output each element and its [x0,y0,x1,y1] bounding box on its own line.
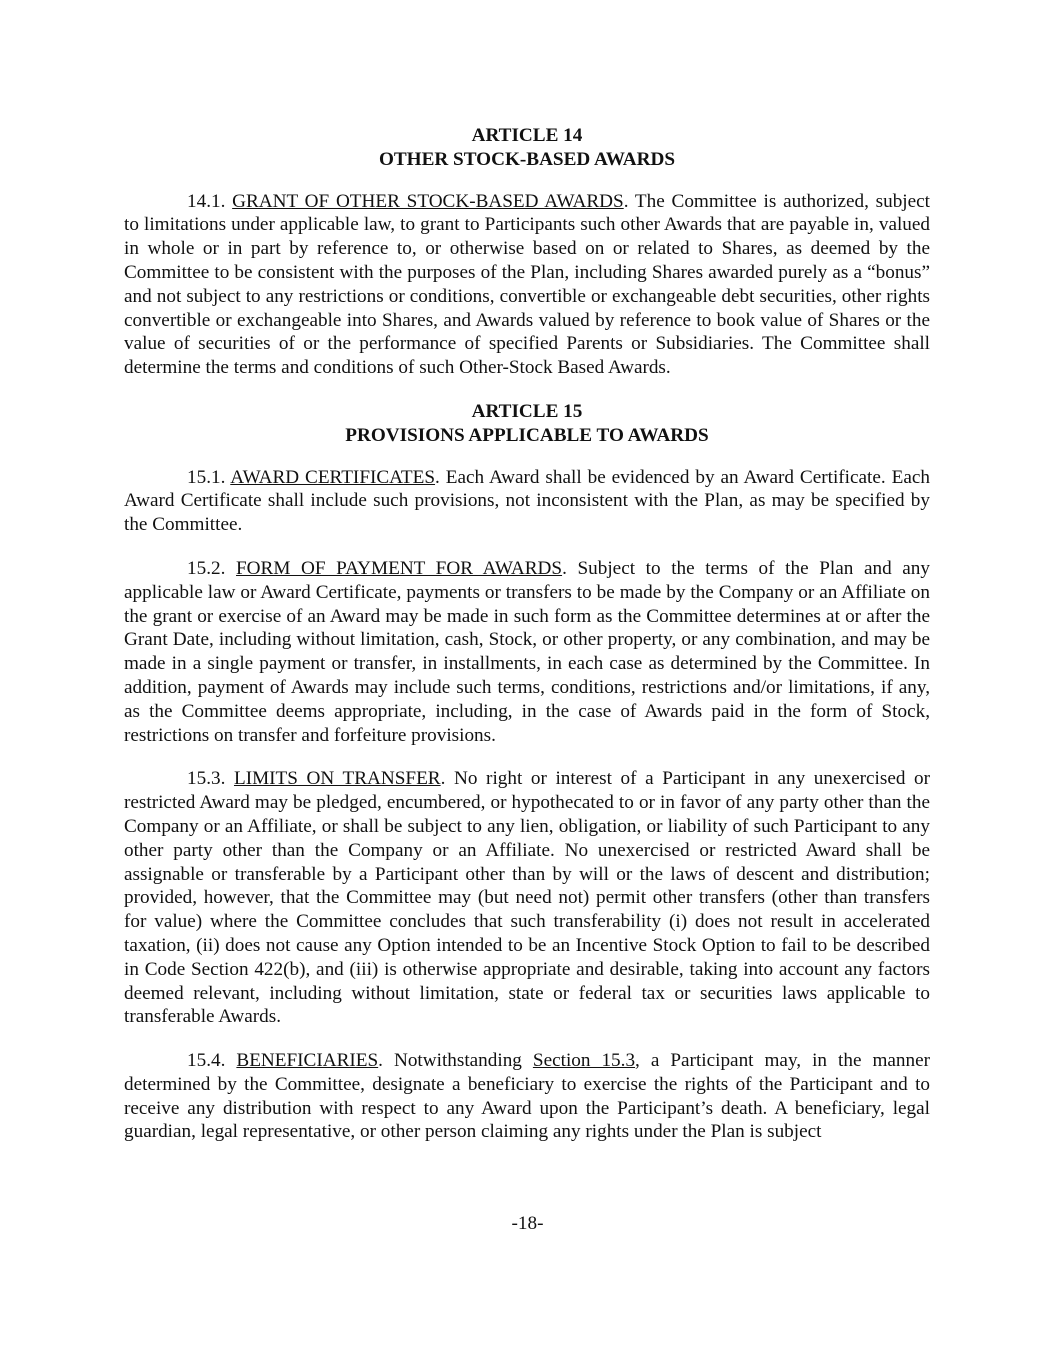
section-15-4 [124,1049,930,1144]
page-number: -18- [511,1213,544,1234]
section-15-1-heading: AWARD CERTIFICATES [230,466,436,488]
section-14-1-heading: GRANT OF OTHER STOCK-BASED AWARDS [232,190,624,212]
document-page [124,124,930,1164]
section-14-1 [124,190,930,380]
section-14-1-number: 14.1. [187,190,233,212]
section-15-1-text: . Each Award shall be evidenced by an Award Certificate. Each Award Certificate shall include such provisions, not inconsistent with the Plan, as may be specified by the Committee. [124,466,930,536]
article-15-number: ARTICLE 15 [471,400,583,422]
section-15-3-number: 15.3. [187,768,234,790]
section-15-4-text-after-ref: , a Participant may, in the manner determined by the Committee, designate a beneficiary to exercise the rights of the Participant and to receive any distribution with respect to any Award upon the Participant’s death. A beneficiary, legal guardian, legal representative, or other person claiming any rights under the Plan is subject [124,1050,931,1143]
section-15-2 [124,557,930,747]
article-14-number: ARTICLE 14 [471,125,583,146]
section-15-4-heading: BENEFICIARIES [236,1050,379,1072]
section-15-4-text-before-ref: . Notwithstanding [378,1050,533,1072]
article-14-heading [124,124,930,172]
section-15-1-number: 15.1. [187,466,231,488]
section-15-3-text: . No right or interest of a Participant in any unexercised or restricted Award may be pledged, encumbered, or hypothecated to or in favor of any party other than the Company or an Affiliate, or shall be subject to any lien, obligation, or liability of such Participant to any other party other than the Company or an Affiliate. No unexercised or restricted Award shall be assignable or transferable by a Participant other than by will or the laws of descent and distribution; provided, however, that the Committee may (but need not) permit other transfers (other than transfers for value) where the Committee concludes that such transferability (i) does not result in accelerated taxation, (ii) does not cause any Option intended to be an Incentive Stock Option to fail to be described in Code Section 422(b), and (iii) is otherwise appropriate and desirable, taking into account any factors deemed relevant, including without limitation, state or federal tax or securities laws applicable to transferable Awards. [124,768,931,1028]
article-14-title: OTHER STOCK-BASED AWARDS [378,148,676,170]
section-15-2-number: 15.2. [187,557,237,579]
section-15-3 [124,767,930,1029]
section-15-2-text: . Subject to the terms of the Plan and any applicable law or Award Certificate, payments or transfers to be made by the Company or an Affiliate on the grant or exercise of an Award may be made in such form as the Committee determines at or after the Grant Date, including without limitation, cash, Stock, or other property, or any combination, and may be made in a single payment or transfer, in installments, in each case as determined by the Committee. In addition, payment of Awards may include such terms, conditions, restrictions and/or limitations, if any, as the Committee deems appropriate, including, in the case of Awards paid in the form of Stock, restrictions on transfer and forfeiture provisions. [124,557,930,746]
section-15-3-cross-reference: Section 15.3 [532,1050,636,1072]
article-15-heading [124,400,930,448]
section-15-3-heading: LIMITS ON TRANSFER [233,768,441,790]
section-14-1-text: . The Committee is authorized, subject to limitations under applicable law, to grant to Participants such other Awards that are payable in, valued in whole or in part by reference to, or otherwise based on or related to Shares, as deemed by the Committee to be consistent with the purposes of the Plan, including Shares awarded purely as a “bonus” and not subject to any restrictions or conditions, convertible or exchangeable debt securities, other rights convertible or exchangeable into Shares, and Awards valued by reference to book value of Shares or the value of securities of or the performance of specified Parents or Subsidiaries. The Committee shall determine the terms and conditions of such Other-Stock Based Awards. [124,190,930,379]
section-15-4-number: 15.4. [187,1050,237,1072]
section-15-2-heading: FORM OF PAYMENT FOR AWARDS [236,557,563,579]
article-15-title: PROVISIONS APPLICABLE TO AWARDS [345,424,709,446]
section-15-1 [124,466,930,537]
